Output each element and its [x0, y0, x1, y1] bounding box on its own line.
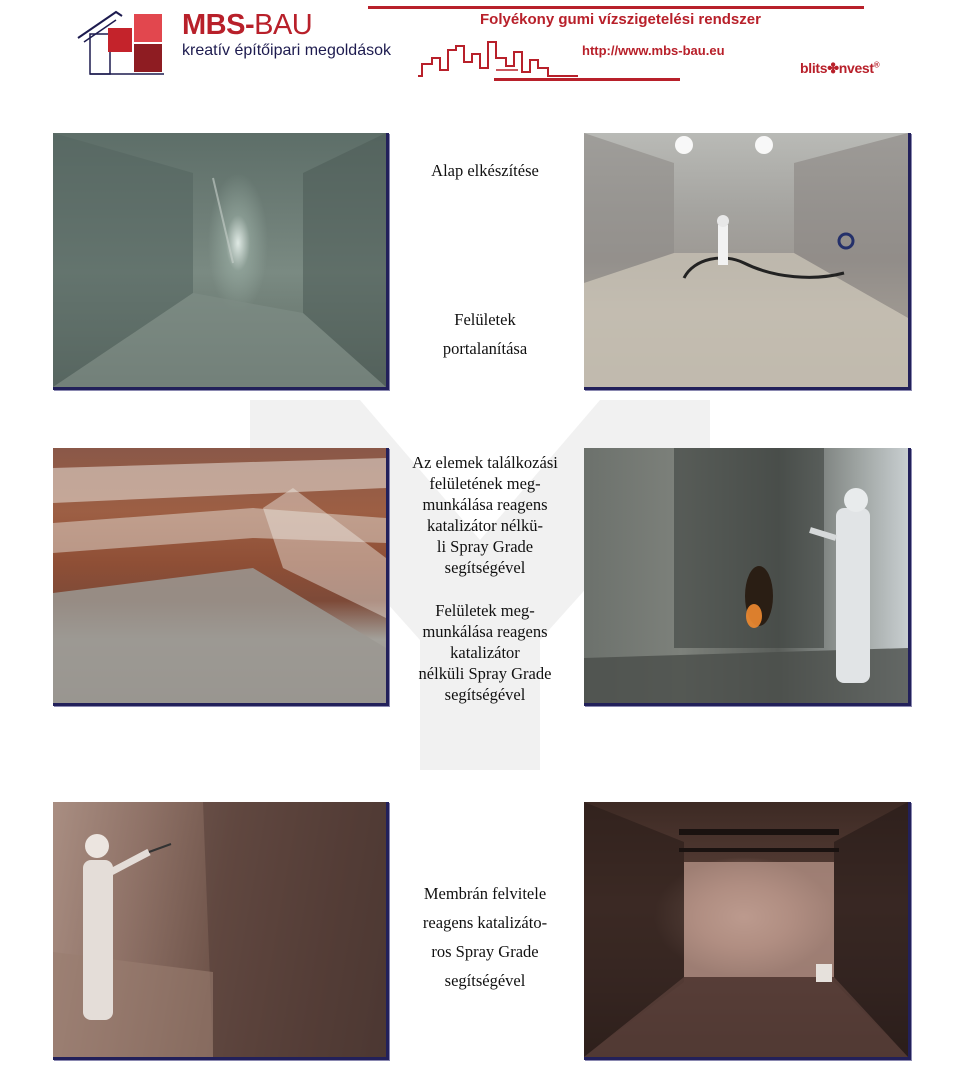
caption-line: reagens katalizáto-: [422, 913, 548, 932]
photo-foundation-scene: [53, 133, 386, 387]
caption-membrane-application: [386, 879, 584, 995]
photo-joint-treatment: [53, 448, 389, 706]
header-rule-bottom: [494, 78, 680, 81]
house-squares-logo-icon: [76, 8, 168, 76]
caption-line: Membrán felvitele: [423, 884, 547, 903]
partner-registered-mark: ®: [873, 60, 880, 70]
brand-tagline: kreatív építőipari megoldások: [182, 42, 391, 59]
brand-name: [182, 10, 391, 40]
caption-line: ros Spray Grade: [431, 942, 539, 961]
caption-line: felületének meg-: [429, 474, 541, 493]
caption-joint-treatment: [386, 452, 584, 578]
photo-surface-dusting-scene: [584, 133, 908, 387]
caption-line: Felületek: [454, 310, 516, 329]
photo-surface-dusting: [584, 133, 911, 390]
caption-line: li Spray Grade: [436, 537, 534, 556]
caption-line: segítségével: [444, 558, 526, 577]
caption-line: nélküli Spray Grade: [418, 664, 552, 683]
caption-surface-treatment: [386, 600, 584, 705]
city-skyline-icon: [418, 40, 578, 78]
caption-line: portalanítása: [442, 339, 528, 358]
caption-line: munkálása reagens: [422, 495, 548, 514]
partner-logo: [800, 60, 879, 77]
caption-line: segítségével: [444, 971, 526, 990]
caption-foundation: [386, 160, 584, 181]
photo-foundation: [53, 133, 389, 390]
caption-surface-dusting: [386, 305, 584, 363]
header-url-link[interactable]: http://www.mbs-bau.eu: [582, 43, 725, 58]
brand-block: [182, 10, 391, 60]
brand-name-light: BAU: [254, 9, 313, 41]
caption-line: Alap elkészítése: [431, 161, 539, 180]
photo-finished-tank: [584, 802, 911, 1060]
caption-line: munkálása reagens: [422, 622, 548, 641]
caption-line: segítségével: [444, 685, 526, 704]
photo-surface-treatment-scene: [584, 448, 908, 703]
caption-line: katalizátor nélkü-: [427, 516, 543, 535]
photo-finished-tank-scene: [584, 802, 908, 1057]
partner-logo-text: blits✤nvest: [800, 60, 874, 76]
brand-name-bold: MBS-: [182, 9, 255, 41]
header-title: Folyékony gumi vízszigetelési rendszer: [480, 11, 761, 28]
caption-line: Felületek meg-: [435, 601, 535, 620]
photo-joint-treatment-scene: [53, 448, 386, 703]
header-rule-top: [368, 6, 864, 9]
photo-membrane-spraying: [53, 802, 389, 1060]
caption-line: Az elemek találkozási: [412, 453, 558, 472]
caption-line: katalizátor: [450, 643, 520, 662]
photo-surface-treatment: [584, 448, 911, 706]
photo-membrane-spraying-scene: [53, 802, 386, 1057]
